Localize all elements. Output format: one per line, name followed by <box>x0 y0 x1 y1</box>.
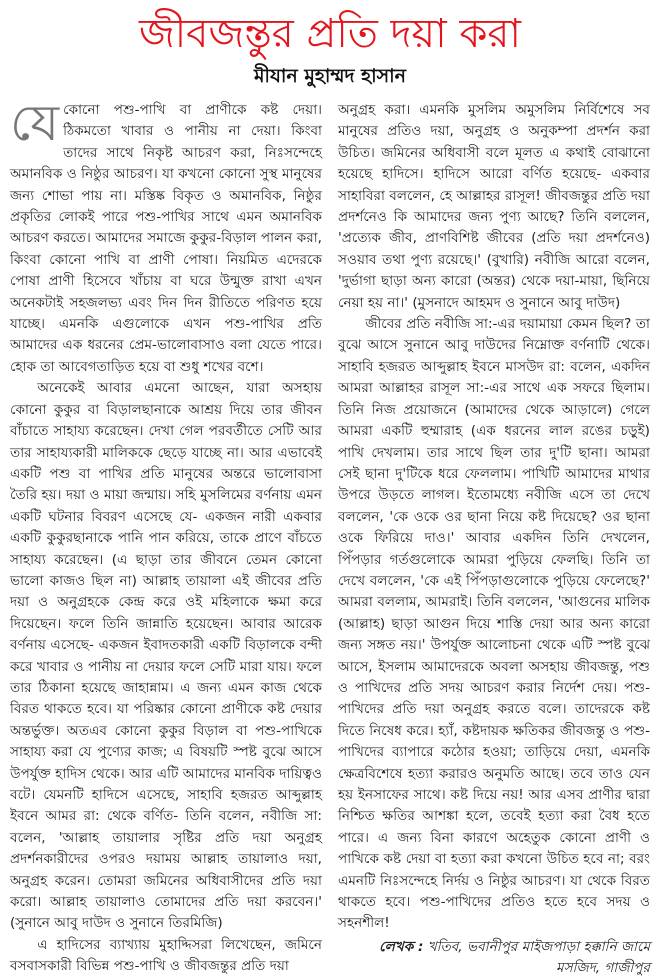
paragraph <box>10 94 322 378</box>
paragraph: অনুগ্রহ করা। এমনকি মুসলিম অমুসলিম নির্বিশেষে সব মানুষের প্রতিও দয়া, অনুগ্রহ ও অনুকম্পা প্রদর্শন করা উচিত। জমিনের অধিবাসী বলে মূলত এ কথাই বোঝানো হয়েছে হাদিসে। হাদিসে আরো বর্ণিত হয়েছে- একবার সাহাবিরা বললেন, হে আল্লাহর রাসূল! জীবজন্তুর প্রতি দয়া প্রদর্শনেও কি আমাদের জন্য পুণ্য আছে? তিনি বললেন, 'প্রত্যেক জীব, প্রাণবিশিষ্ট জীবের (প্রতি দয়া প্রদর্শনেও) সওয়াব তথা পুণ্য রয়েছে।' (বুখারি) নবীজি আরো বলেন, 'দুর্ভাগা ছাড়া অন্য কারো (অন্তর) থেকে দয়া-মায়া, ছিনিয়ে নেয়া হয় না।' (মুসনাদে আহমদ ও সুনানে আবু দাউদ) <box>338 102 650 311</box>
author-byline <box>338 937 650 980</box>
paragraph-text: কোনো পশু-পাখি বা প্রাণীকে কষ্ট দেয়া। ঠিকমতো খাবার ও পানীয় না দেয়া। কিংবা তাদের সাথে নিকৃষ্ট আচরণ করা, নিঃসন্দেহে অমানবিক ও নিষ্ঠুর আচরণ। যা কখনো কোনো সুস্থ মানুষের জন্য শোভা পায় না। মস্তিষ্ক বিকৃত ও অমানবিক, নিষ্ঠুর প্রকৃতির লোকই পারে পশু-পাখির সাথে এমন অমানবিক আচরণ করতে। আমাদের সমাজে কুকুর-বিড়াল পালন করা, কিংবা কোনো পাখি বা প্রাণী পোষা। নিয়মিত এদেরকে পোষা প্রাণী হিসেবে খাঁচায় বা ঘরে উন্মুক্ত রাখা এখন অনেকটাই সহজলভ্য এবং দিন দিন রীতিতে পরিণত হয়ে যাচ্ছে। এমনকি এগুলোকে এখন পশু-পাখির প্রতি আমাদের এক ধরনের প্রেম-ভালোবাসাও বলা যেতে পারে। হোক তা আবেগতাড়িত হয়ে বা শুধু শখের বশে। <box>10 102 322 375</box>
article-author: মীযান মুহাম্মদ হাসান <box>253 65 407 87</box>
paragraph: এ হাদিসের ব্যাখ্যায় মুহাদ্দিসরা লিখেছেন, জমিনে বসবাসকারী বিভিন্ন পশু-পাখি ও জীবজন্তুর প্রতি দয়া <box>10 936 322 975</box>
paragraph: জীবের প্রতি নবীজি সা:-এর দয়ামায়া কেমন ছিল? তা বুঝে আসে সুনানে আবু দাউদের নিম্নোক্ত বর্ণনাটি থেকে। সাহাবি হজরত আব্দুল্লাহ ইবনে মাসউদ রা: বলেন, একদিন আমরা আল্লাহর রাসূল সা:-এর সাথে এক সফরে ছিলাম। তিনি নিজ প্রয়োজনে (আমাদের থেকে আড়ালে) গেলে আমরা একটি হুম্মারাহ (এক ধরনের লাল রঙের চড়ুই) পাখি দেখলাম। তার সাথে ছিল তার দু'টি ছানা। আমরা সেই ছানা দু'টিকে ধরে ফেললাম। পাখিটি আমাদের মাথার উপরে উড়তে লাগল। ইতোমধ্যে নবীজি এসে তা দেখে বললেন, 'কে ওকে ওর ছানা নিয়ে কষ্ট দিয়েছে? ওর ছানা ওকে ফিরিয়ে দাও।' আবার একদিন তিনি দেখলেন, পিঁপড়ার গর্তগুলোকে আমরা পুড়িয়ে ফেলছি। তিনি তা দেখে বললেন, 'কে এই পিঁপড়াগুলোকে পুড়িয়ে ফেলেছে?' আমরা বললাম, আমরাই। তিনি বললেন, 'আগুনের মালিক (আল্লাহ) ছাড়া আগুন দিয়ে শাস্তি দেয়া আর অন্য কারো জন্য সঙ্গত নয়।' উপর্যুক্ত আলোচনা থেকে এটি স্পষ্ট বুঝে আসে, ইসলাম আমাদেরকে অবলা অসহায় জীবজন্তু, পশু ও পাখিদের প্রতি সদয় আচরণ করার নির্দেশ দেয়। পশু-পাখিদের প্রতি দয়া অনুগ্রহ করতে বলে। তাদেরকে কষ্ট দিতে নিষেধ করে। হ্যাঁ, কষ্টদায়ক ক্ষতিকর জীবজন্তু ও পশু-পাখিদের ব্যাপারে কঠোর হওয়া; তাড়িয়ে দেয়া, এমনকি ক্ষেত্রবিশেষে হত্যা করারও অনুমতি আছে। তবে তাও যেন হয় ইনসাফের সাথে। কষ্ট দিয়ে নয়! আর এসব প্রাণীর দ্বারা নিশ্চিত ক্ষতির আশঙ্কা হলে, তবেই হত্যা করা বৈধ হতে পারে। এ জন্য বিনা কারণে অহেতুক কোনো প্রাণী ও পাখিকে কষ্ট দেয়া বা হত্যা করা কখনো উচিত হবে না; বরং এমনটি নিঃসন্দেহে নির্দয় ও নিষ্ঠুর আচরণ। যা থেকে বিরত থাকতে হবে। পশু-পাখিদের প্রতিও হতে হবে সদয় ও সহনশীল! <box>338 316 650 932</box>
byline-text: খতিব, ভবানীপুর মাইজপাড়া হক্কানি জামে মসজিদ, গাজীপুর <box>427 938 650 977</box>
right-column <box>338 100 650 980</box>
paragraph: অনেকেই আবার এমনো আছেন, যারা অসহায় কোনো কুকুর বা বিড়ালছানাকে আশ্রয় দিয়ে তার জীবন বাঁচাতে সাহায্য করেছেন। দেখা গেল পরবর্তীতে সেটি আর তার সাহায্যকারী মালিককে ছেড়ে যাচ্ছে না। আর এভাবেই একটি পশু বা পাখির প্রতি মানুষের অন্তরে ভালোবাসা তৈরি হয়। দয়া ও মায়া জন্মায়। সহি মুসলিমের বর্ণনায় এমন একটি ঘটনার বিবরণ এসেছে যে- একজন নারী একবার একটি কুকুরছানাকে পানি পান করিয়ে, তাকে প্রাণে বাঁচতে সাহায্য করেছেন। (এ ছাড়া তার জীবনে তেমন কোনো ভালো কাজও ছিল না) আল্লাহ তায়ালা এই জীবের প্রতি দয়া ও অনুগ্রহকে কেন্দ্র করে ওই মহিলাকে ক্ষমা করে দিয়েছেন। ফলে তিনি জান্নাতি হয়েছেন। আবার আরেক বর্ণনায় এসেছে- একজন ইবাদতকারী একটি বিড়ালকে বন্দী করে খাবার ও পানীয় না দেয়ার ফলে সেটি মারা যায়। ফলে তার ঠিকানা হয়েছে জাহান্নাম। এ জন্য এমন কাজ থেকে বিরত থাকতে হবে। যা পরিষ্কার কোনো প্রাণীকে কষ্ট দেয়ার অন্তর্ভুক্ত। অতএব কোনো কুকুর বিড়াল বা পশু-পাখিকে সাহায্য করা যে পুণ্যের কাজ; এ বিষয়টি স্পষ্ট বুঝে আসে উপর্যুক্ত হাদিস থেকে। আর এটি আমাদের মানবিক দায়িত্বও বটে। যেমনটি হাদিসে এসেছে, সাহাবি হজরত আব্দুল্লাহ ইবনে আমর রা: থেকে বর্ণিত- তিনি বলেন, নবীজি সা: বলেন, 'আল্লাহ তায়ালার সৃষ্টির প্রতি দয়া অনুগ্রহ প্রদর্শনকারীদের ওপরও দয়াময় আল্লাহ তায়ালাও দয়া, অনুগ্রহ করেন। তোমরা জমিনের অধিবাসীদের প্রতি দয়া করো। আল্লাহ তায়ালাও তোমাদের প্রতি দয়া করবেন।' (সুনানে আবু দাউদ ও সুনানে তিরমিজি) <box>10 380 322 932</box>
article-title: জীবজন্তুর প্রতি দয়া করা <box>138 11 522 57</box>
byline-label: লেখক : <box>379 938 424 955</box>
drop-cap: যে <box>10 94 60 152</box>
left-column <box>10 94 322 978</box>
